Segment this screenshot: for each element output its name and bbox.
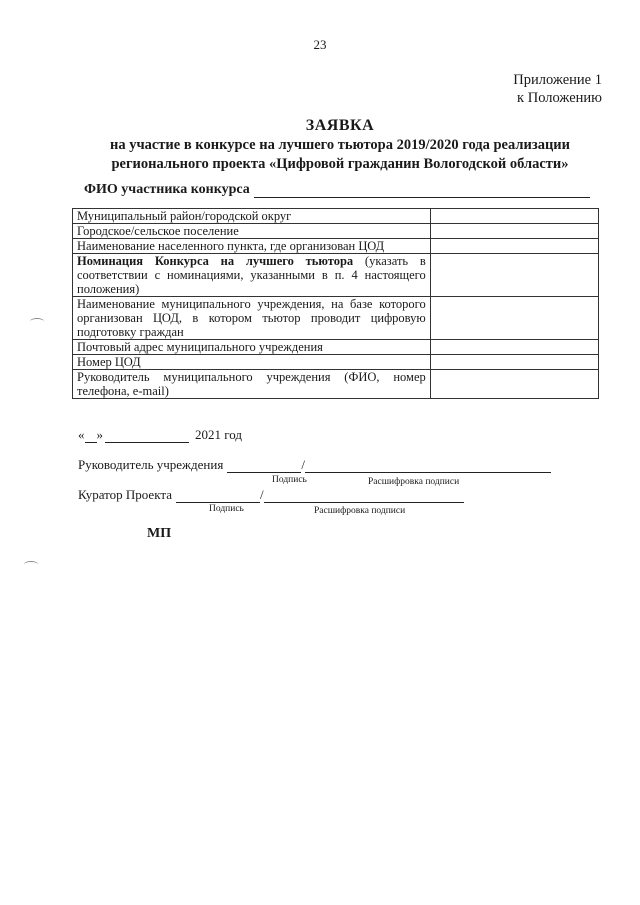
table-row (73, 297, 599, 340)
row-value-field[interactable] (430, 239, 598, 254)
curator-signature-decoding-field[interactable] (264, 490, 464, 503)
table-row (73, 340, 599, 355)
row-label: Почтовый адрес муниципального учреждения (73, 340, 431, 355)
row-value-field[interactable] (430, 297, 598, 340)
row-label: Наименование муниципального учреждения, на базе которого организован ЦОД, в котором тьютор проводит цифровую подготовку граждан (73, 297, 431, 340)
row-label: Номер ЦОД (73, 355, 431, 370)
date-row (78, 427, 242, 443)
row-value-field[interactable] (430, 370, 598, 399)
document-subtitle-line-2: регионального проекта «Цифровой гражданин Вологодской области» (111, 156, 569, 172)
head-signature-label: Руководитель учреждения (78, 457, 224, 472)
head-decoding-caption: Расшифровка подписи (368, 477, 460, 487)
row-value-field[interactable] (430, 209, 598, 224)
appendix-line-1: Приложение 1 (513, 72, 602, 88)
head-signature-decoding-field[interactable] (305, 460, 551, 473)
row-label: Муниципальный район/городской округ (73, 209, 431, 224)
table-row (73, 355, 599, 370)
row-value-field[interactable] (430, 355, 598, 370)
row-value-field[interactable] (430, 340, 598, 355)
month-field[interactable] (105, 430, 189, 443)
date-close-quote: » (96, 427, 103, 442)
row-label: Городское/сельское поселение (73, 224, 431, 239)
participant-fio-row (84, 182, 590, 198)
scan-punch-mark (30, 318, 44, 325)
head-signature-separator: / (301, 457, 305, 472)
head-signature-caption: Подпись (272, 475, 307, 485)
head-signature-row (78, 457, 551, 473)
row-label-bold: Номинация Конкурса на лучшего тьютора (77, 254, 354, 268)
date-year: 2021 год (195, 427, 242, 442)
curator-signature-row (78, 487, 464, 503)
table-row (73, 209, 599, 224)
table-row (73, 224, 599, 239)
appendix-note (513, 71, 602, 107)
curator-signature-label: Куратор Проекта (78, 487, 172, 502)
appendix-line-2: к Положению (517, 90, 602, 106)
row-value-field[interactable] (430, 224, 598, 239)
row-label: Руководитель муниципального учреждения (ФИО, номер телефона, e-mail) (73, 370, 431, 399)
title-block (60, 116, 620, 174)
document-title: ЗАЯВКА (305, 117, 375, 134)
head-signature-field[interactable] (227, 460, 301, 473)
curator-signature-separator: / (259, 487, 264, 502)
document-subtitle-line-1: на участие в конкурсе на лучшего тьютора 2019/2020 года реализации (109, 137, 571, 153)
curator-signature-caption: Подпись (209, 504, 244, 514)
stamp-place-label: МП (147, 526, 172, 541)
date-open-quote: « (78, 427, 85, 442)
participant-fio-label: ФИО участника конкурса (84, 182, 250, 197)
row-label: Наименование населенного пункта, где организован ЦОД (73, 239, 431, 254)
application-form-table (72, 208, 599, 399)
participant-fio-field[interactable] (254, 183, 590, 198)
scan-punch-mark (24, 561, 38, 568)
curator-signature-field[interactable] (176, 490, 260, 503)
day-field[interactable] (85, 430, 97, 443)
table-row (73, 254, 599, 297)
page-number: 23 (313, 37, 327, 52)
table-row (73, 239, 599, 254)
row-label-rest: (указать в соответствии с номинациями, указанными в п. 4 настоящего положения) (77, 254, 426, 296)
row-label (73, 254, 431, 297)
table-row (73, 370, 599, 399)
curator-decoding-caption: Расшифровка подписи (314, 506, 406, 516)
row-value-field[interactable] (430, 254, 598, 297)
